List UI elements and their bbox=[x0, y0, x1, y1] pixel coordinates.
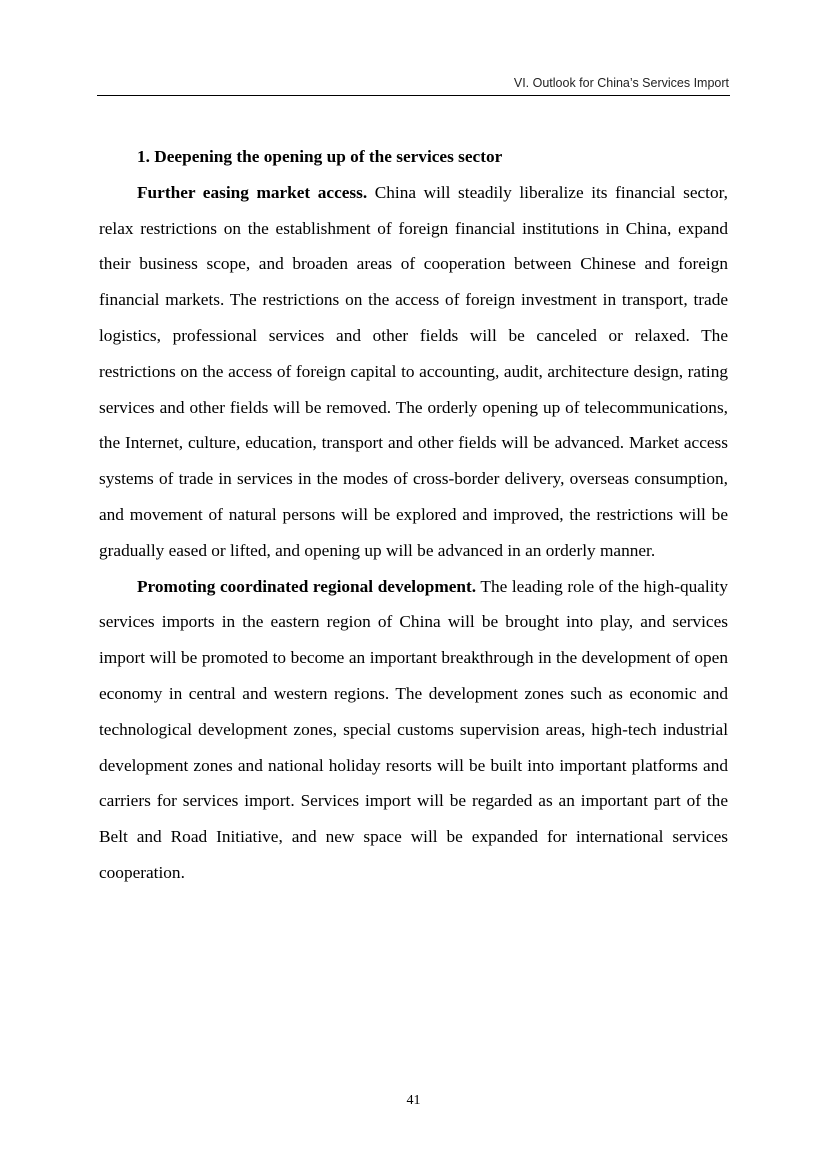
header-rule bbox=[97, 95, 730, 96]
paragraph-lead: Further easing market access. bbox=[137, 182, 368, 202]
running-header: VI. Outlook for China’s Services Import bbox=[513, 76, 729, 90]
body-text bbox=[99, 139, 728, 891]
paragraph-market-access bbox=[99, 175, 728, 569]
paragraph-text: The leading role of the high-quality services imports in the eastern region of China will be brought into play, and services import will be promoted to become an important breakthrough in the development of open economy in central and western regions. The development zones such as economic and technological development zones, special customs supervision areas, high-tech industrial development zones and national holiday resorts will be built into important platforms and carriers for services import. Services import will be regarded as an important part of the Belt and Road Initiative, and new space will be expanded for international services cooperation. bbox=[99, 576, 728, 882]
paragraph-text: China will steadily liberalize its financial sector, relax restrictions on the establishment of foreign financial institutions in China, expand their business scope, and broaden areas of cooperation between Chinese and foreign financial markets. The restrictions on the access of foreign investment in transport, trade logistics, professional services and other fields will be canceled or relaxed. The restrictions on the access of foreign capital to accounting, audit, architecture design, rating services and other fields will be removed. The orderly opening up of telecommunications, the Internet, culture, education, transport and other fields will be advanced. Market access systems of trade in services in the modes of cross-border delivery, overseas consumption, and movement of natural persons will be explored and improved, the restrictions will be gradually eased or lifted, and opening up will be advanced in an orderly manner. bbox=[99, 182, 729, 560]
section-heading: 1. Deepening the opening up of the services sector bbox=[137, 147, 503, 166]
paragraph-regional-development bbox=[99, 569, 728, 891]
paragraph-lead: Promoting coordinated regional development. bbox=[137, 576, 477, 596]
page-number: 41 bbox=[406, 1093, 421, 1108]
